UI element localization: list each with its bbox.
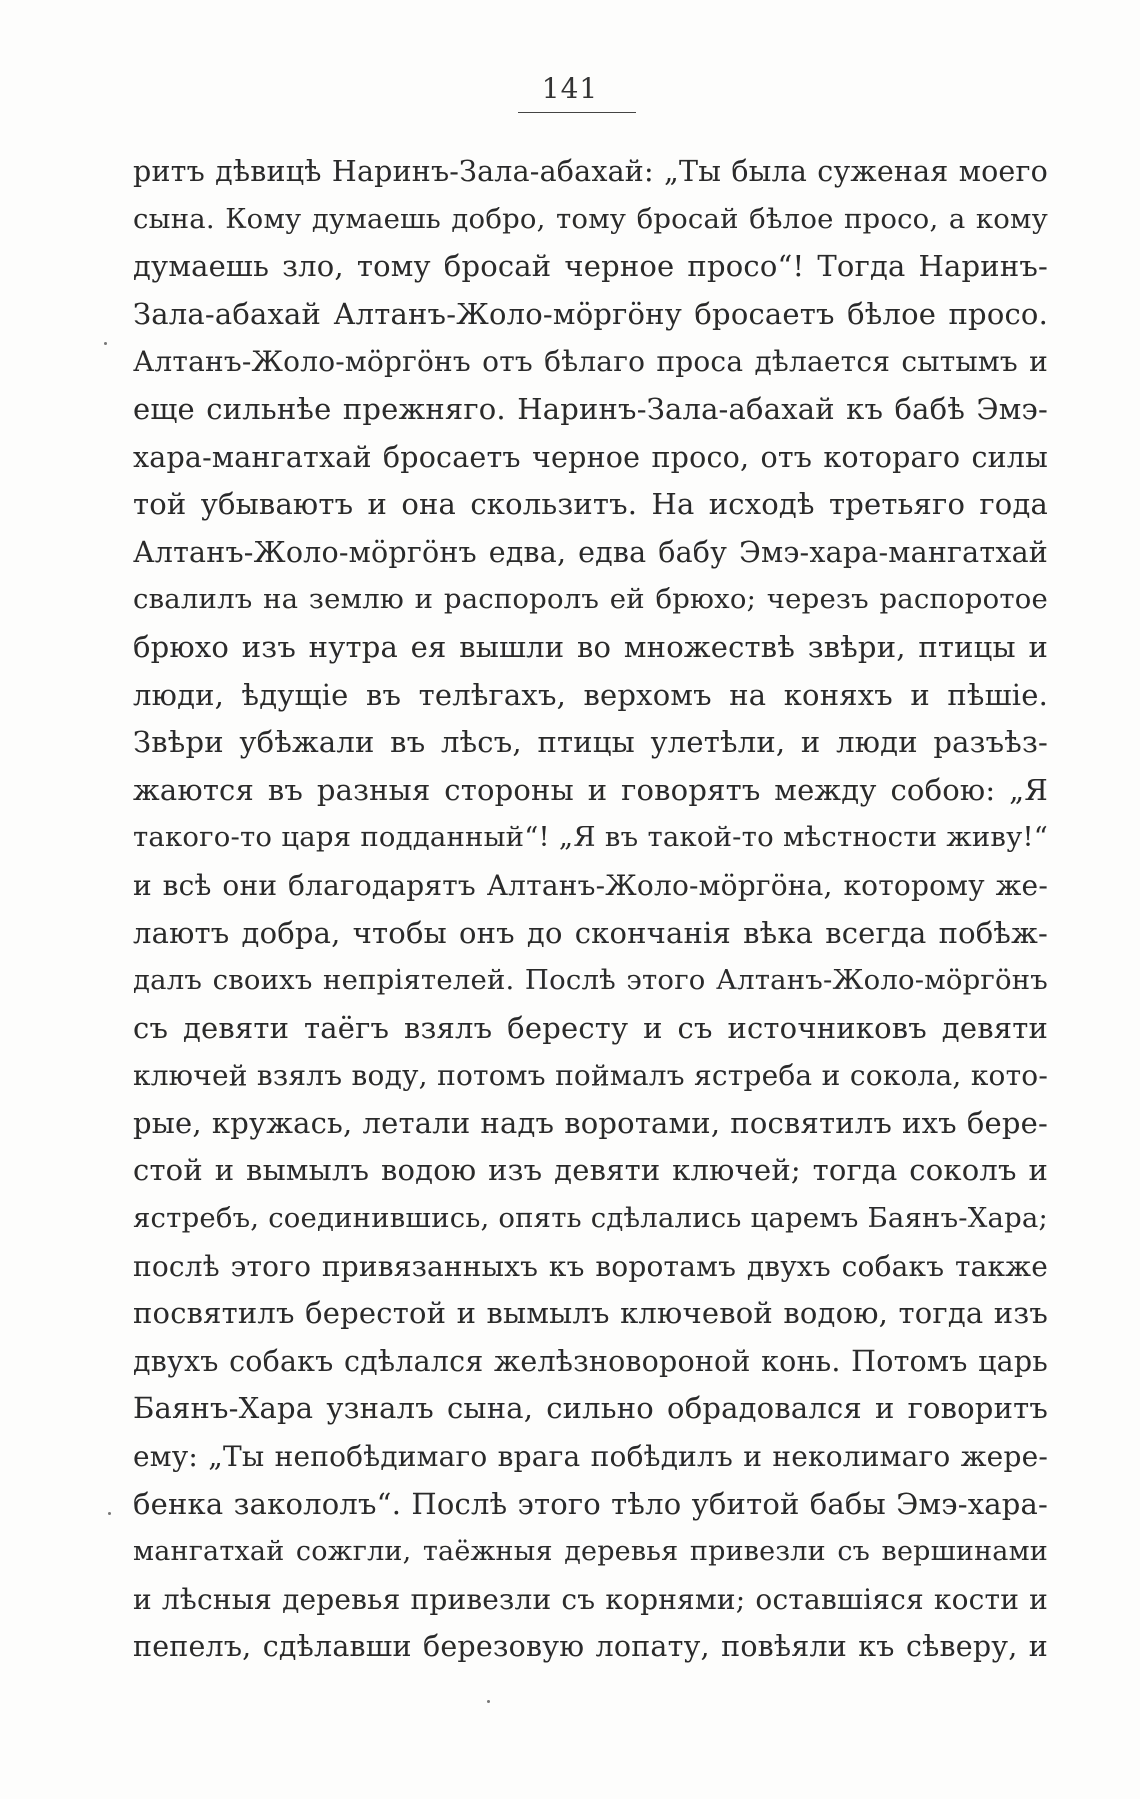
text-line: еще сильнѣе прежняго. Наринъ-Зала-абахай къ бабѣ Эмэ- — [133, 391, 1048, 426]
text-line: лаютъ добра, чтобы онъ до скончанія вѣка всегда побѣж- — [133, 915, 1048, 950]
text-line: и лѣсныя деревья привезли съ корнями; оставшіяся кости и — [133, 1582, 1048, 1616]
text-line: и всѣ они благодарятъ Алтанъ-Жоло-мӧргӧна, которому же- — [133, 868, 1048, 902]
text-line: далъ своихъ непріятелей. Послѣ этого Алтанъ-Жоло-мӧргӧнъ — [133, 964, 1048, 997]
text-line: брюхо изъ нутра ея вышли во множествѣ звѣри, птицы и — [133, 629, 1048, 664]
text-line: мангатхай сожгли, таёжныя деревья привезли съ вершинами — [133, 1536, 1048, 1568]
text-line: той убываютъ и она скользитъ. На исходѣ третьяго года — [133, 487, 1048, 522]
text-line: люди, ѣдущіе въ телѣгахъ, верхомъ на коняхъ и пѣшіе. — [133, 677, 1048, 712]
text-line: Алтанъ-Жоло-мӧргӧнъ едва, едва бабу Эмэ-хара-мангатхай — [133, 535, 1048, 569]
text-line: такого-то царя подданный“! „Я въ такой-то мѣстности живу!“ — [133, 821, 1048, 854]
text-line: пепелъ, сдѣлавши березовую лопату, повѣяли къ сѣверу, и — [133, 1630, 1048, 1664]
page-number: 141 — [541, 72, 599, 105]
text-line: ему: „Ты непобѣдимаго врага побѣдилъ и неколимаго жере- — [133, 1440, 1048, 1474]
text-line: думаешь зло, тому бросай черное просо“! Тогда Наринъ- — [133, 249, 1048, 284]
text-line: двухъ собакъ сдѣлался желѣзновороной конь. Потомъ царь — [133, 1344, 1048, 1378]
text-line: стой и вымылъ водою изъ девяти ключей; тогда соколъ и — [133, 1153, 1048, 1188]
page-number-rule — [518, 112, 636, 113]
text-line: сына. Кому думаешь добро, тому бросай бѣлое просо, а кому — [133, 202, 1048, 235]
text-line: ястребъ, соединившись, опять сдѣлались царемъ Баянъ-Хара; — [133, 1202, 1048, 1235]
scan-speck — [108, 1512, 111, 1515]
text-line: ключей взялъ воду, потомъ поймалъ ястреба и сокола, кото- — [133, 1059, 1048, 1093]
scan-speck — [104, 342, 107, 345]
text-line: бенка закололъ“. Послѣ этого тѣло убитой бабы Эмэ-хара- — [133, 1486, 1048, 1521]
text-line: свалилъ на землю и распоролъ ей брюхо; черезъ распоротое — [133, 583, 1048, 616]
text-line: Баянъ-Хара узналъ сына, сильно обрадовался и говоритъ — [133, 1391, 1048, 1426]
text-line: Зала-абахай Алтанъ-Жоло-мӧргӧну бросаетъ бѣлое просо. — [133, 296, 1048, 331]
text-line: жаются въ разныя стороны и говорятъ между собою: „Я — [133, 772, 1048, 807]
text-line: хара-мангатхай бросаетъ черное просо, отъ котораго силы — [133, 440, 1048, 474]
body-text — [133, 148, 1048, 1671]
text-line: ритъ дѣвицѣ Наринъ-Зала-абахай: „Ты была суженая моего — [133, 155, 1048, 188]
text-line: посвятилъ берестой и вымылъ ключевой водою, тогда изъ — [133, 1296, 1048, 1331]
text-line: Звѣри убѣжали въ лѣсъ, птицы улетѣли, и люди разъѣз- — [133, 725, 1048, 760]
text-line: рые, кружась, летали надъ воротами, посвятилъ ихъ бере- — [133, 1105, 1048, 1140]
text-line: съ девяти таёгъ взялъ бересту и съ источниковъ девяти — [133, 1010, 1048, 1045]
scan-speck — [487, 1700, 490, 1703]
text-line: послѣ этого привязанныхъ къ воротамъ двухъ собакъ также — [133, 1249, 1048, 1283]
text-line: Алтанъ-Жоло-мӧргӧнъ отъ бѣлаго проса дѣлается сытымъ и — [133, 345, 1048, 379]
